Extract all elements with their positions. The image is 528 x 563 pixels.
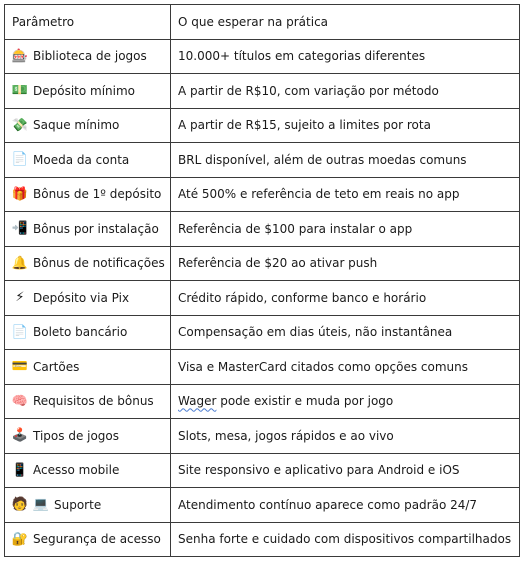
table-row <box>5 453 520 488</box>
expectation-cell: Senha forte e cuidado com dispositivos compartilhados <box>171 522 520 557</box>
joystick-icon: 🕹️ <box>11 428 29 444</box>
mobile-phone-icon: 📱 <box>11 462 29 478</box>
table-row <box>5 143 520 178</box>
slot-machine-icon: 🎰 <box>11 48 29 64</box>
person-icon: 🧑 <box>11 497 29 513</box>
gift-icon: 🎁 <box>11 186 29 202</box>
parameter-cell <box>5 177 171 212</box>
table-row <box>5 74 520 109</box>
parameter-cell <box>5 39 171 74</box>
expectation-text: pode existir e muda por jogo <box>216 394 394 409</box>
spellcheck-word: Wager <box>178 394 217 409</box>
parameter-label: Moeda da conta <box>33 152 130 167</box>
expectation-cell: Compensação em dias úteis, não instantânea <box>171 315 520 350</box>
header-expectation: O que esperar na prática <box>171 5 520 40</box>
mobile-arrow-icon: 📲 <box>11 221 29 237</box>
brain-icon: 🧠 <box>11 393 29 409</box>
money-with-wings-icon: 💸 <box>11 117 29 133</box>
table-row <box>5 488 520 523</box>
lock-icon: 🔐 <box>11 531 29 547</box>
expectation-cell <box>171 384 520 419</box>
parameter-label: Tipos de jogos <box>33 428 120 443</box>
banknote-icon: 💵 <box>11 83 29 99</box>
parameter-cell <box>5 453 171 488</box>
expectation-cell: Crédito rápido, conforme banco e horário <box>171 281 520 316</box>
expectation-cell: Referência de $20 ao ativar push <box>171 246 520 281</box>
table-header-row <box>5 5 520 40</box>
bell-icon: 🔔 <box>11 255 29 271</box>
parameter-label: Acesso mobile <box>33 463 120 478</box>
parameter-label: Biblioteca de jogos <box>33 49 147 64</box>
parameter-label: Bônus de 1º depósito <box>33 187 162 202</box>
header-parameter: Parâmetro <box>5 5 171 40</box>
table-row <box>5 315 520 350</box>
parameter-label: Segurança de acesso <box>33 532 161 547</box>
expectation-cell: A partir de R$10, com variação por método <box>171 74 520 109</box>
page-icon: 📄 <box>11 152 29 168</box>
parameter-cell <box>5 74 171 109</box>
table-row <box>5 384 520 419</box>
parameter-table <box>4 4 520 557</box>
laptop-icon: 💻 <box>32 497 50 513</box>
parameter-cell <box>5 522 171 557</box>
table-row <box>5 108 520 143</box>
table-row <box>5 350 520 385</box>
parameter-label: Requisitos de bônus <box>33 394 154 409</box>
parameter-cell <box>5 350 171 385</box>
parameter-cell <box>5 384 171 419</box>
parameter-cell <box>5 212 171 247</box>
table-row <box>5 281 520 316</box>
lightning-icon: ⚡ <box>15 290 25 306</box>
parameter-cell <box>5 108 171 143</box>
expectation-cell: A partir de R$15, sujeito a limites por rota <box>171 108 520 143</box>
expectation-cell: 10.000+ títulos em categorias diferentes <box>171 39 520 74</box>
expectation-cell: Atendimento contínuo aparece como padrão 24/7 <box>171 488 520 523</box>
table-row <box>5 246 520 281</box>
parameter-cell <box>5 246 171 281</box>
table-row <box>5 212 520 247</box>
parameter-label: Depósito via Pix <box>33 290 130 305</box>
parameter-label: Depósito mínimo <box>33 83 136 98</box>
table-row <box>5 177 520 212</box>
credit-card-icon: 💳 <box>11 359 29 375</box>
expectation-cell: Até 500% e referência de teto em reais no app <box>171 177 520 212</box>
page-icon: 📄 <box>11 324 29 340</box>
table-row <box>5 39 520 74</box>
table-row <box>5 419 520 454</box>
parameter-label: Suporte <box>54 497 102 512</box>
parameter-label: Bônus por instalação <box>33 221 159 236</box>
expectation-cell: Visa e MasterCard citados como opções comuns <box>171 350 520 385</box>
parameter-label: Boleto bancário <box>33 325 128 340</box>
parameter-cell <box>5 281 171 316</box>
parameter-cell <box>5 419 171 454</box>
expectation-cell: Site responsivo e aplicativo para Android e iOS <box>171 453 520 488</box>
parameter-label: Bônus de notificações <box>33 256 165 271</box>
expectation-cell: Slots, mesa, jogos rápidos e ao vivo <box>171 419 520 454</box>
parameter-cell <box>5 143 171 178</box>
parameter-label: Cartões <box>33 359 80 374</box>
expectation-cell: Referência de $100 para instalar o app <box>171 212 520 247</box>
parameter-cell <box>5 315 171 350</box>
expectation-cell: BRL disponível, além de outras moedas comuns <box>171 143 520 178</box>
table-row <box>5 522 520 557</box>
parameter-cell <box>5 488 171 523</box>
parameter-label: Saque mínimo <box>33 118 120 133</box>
